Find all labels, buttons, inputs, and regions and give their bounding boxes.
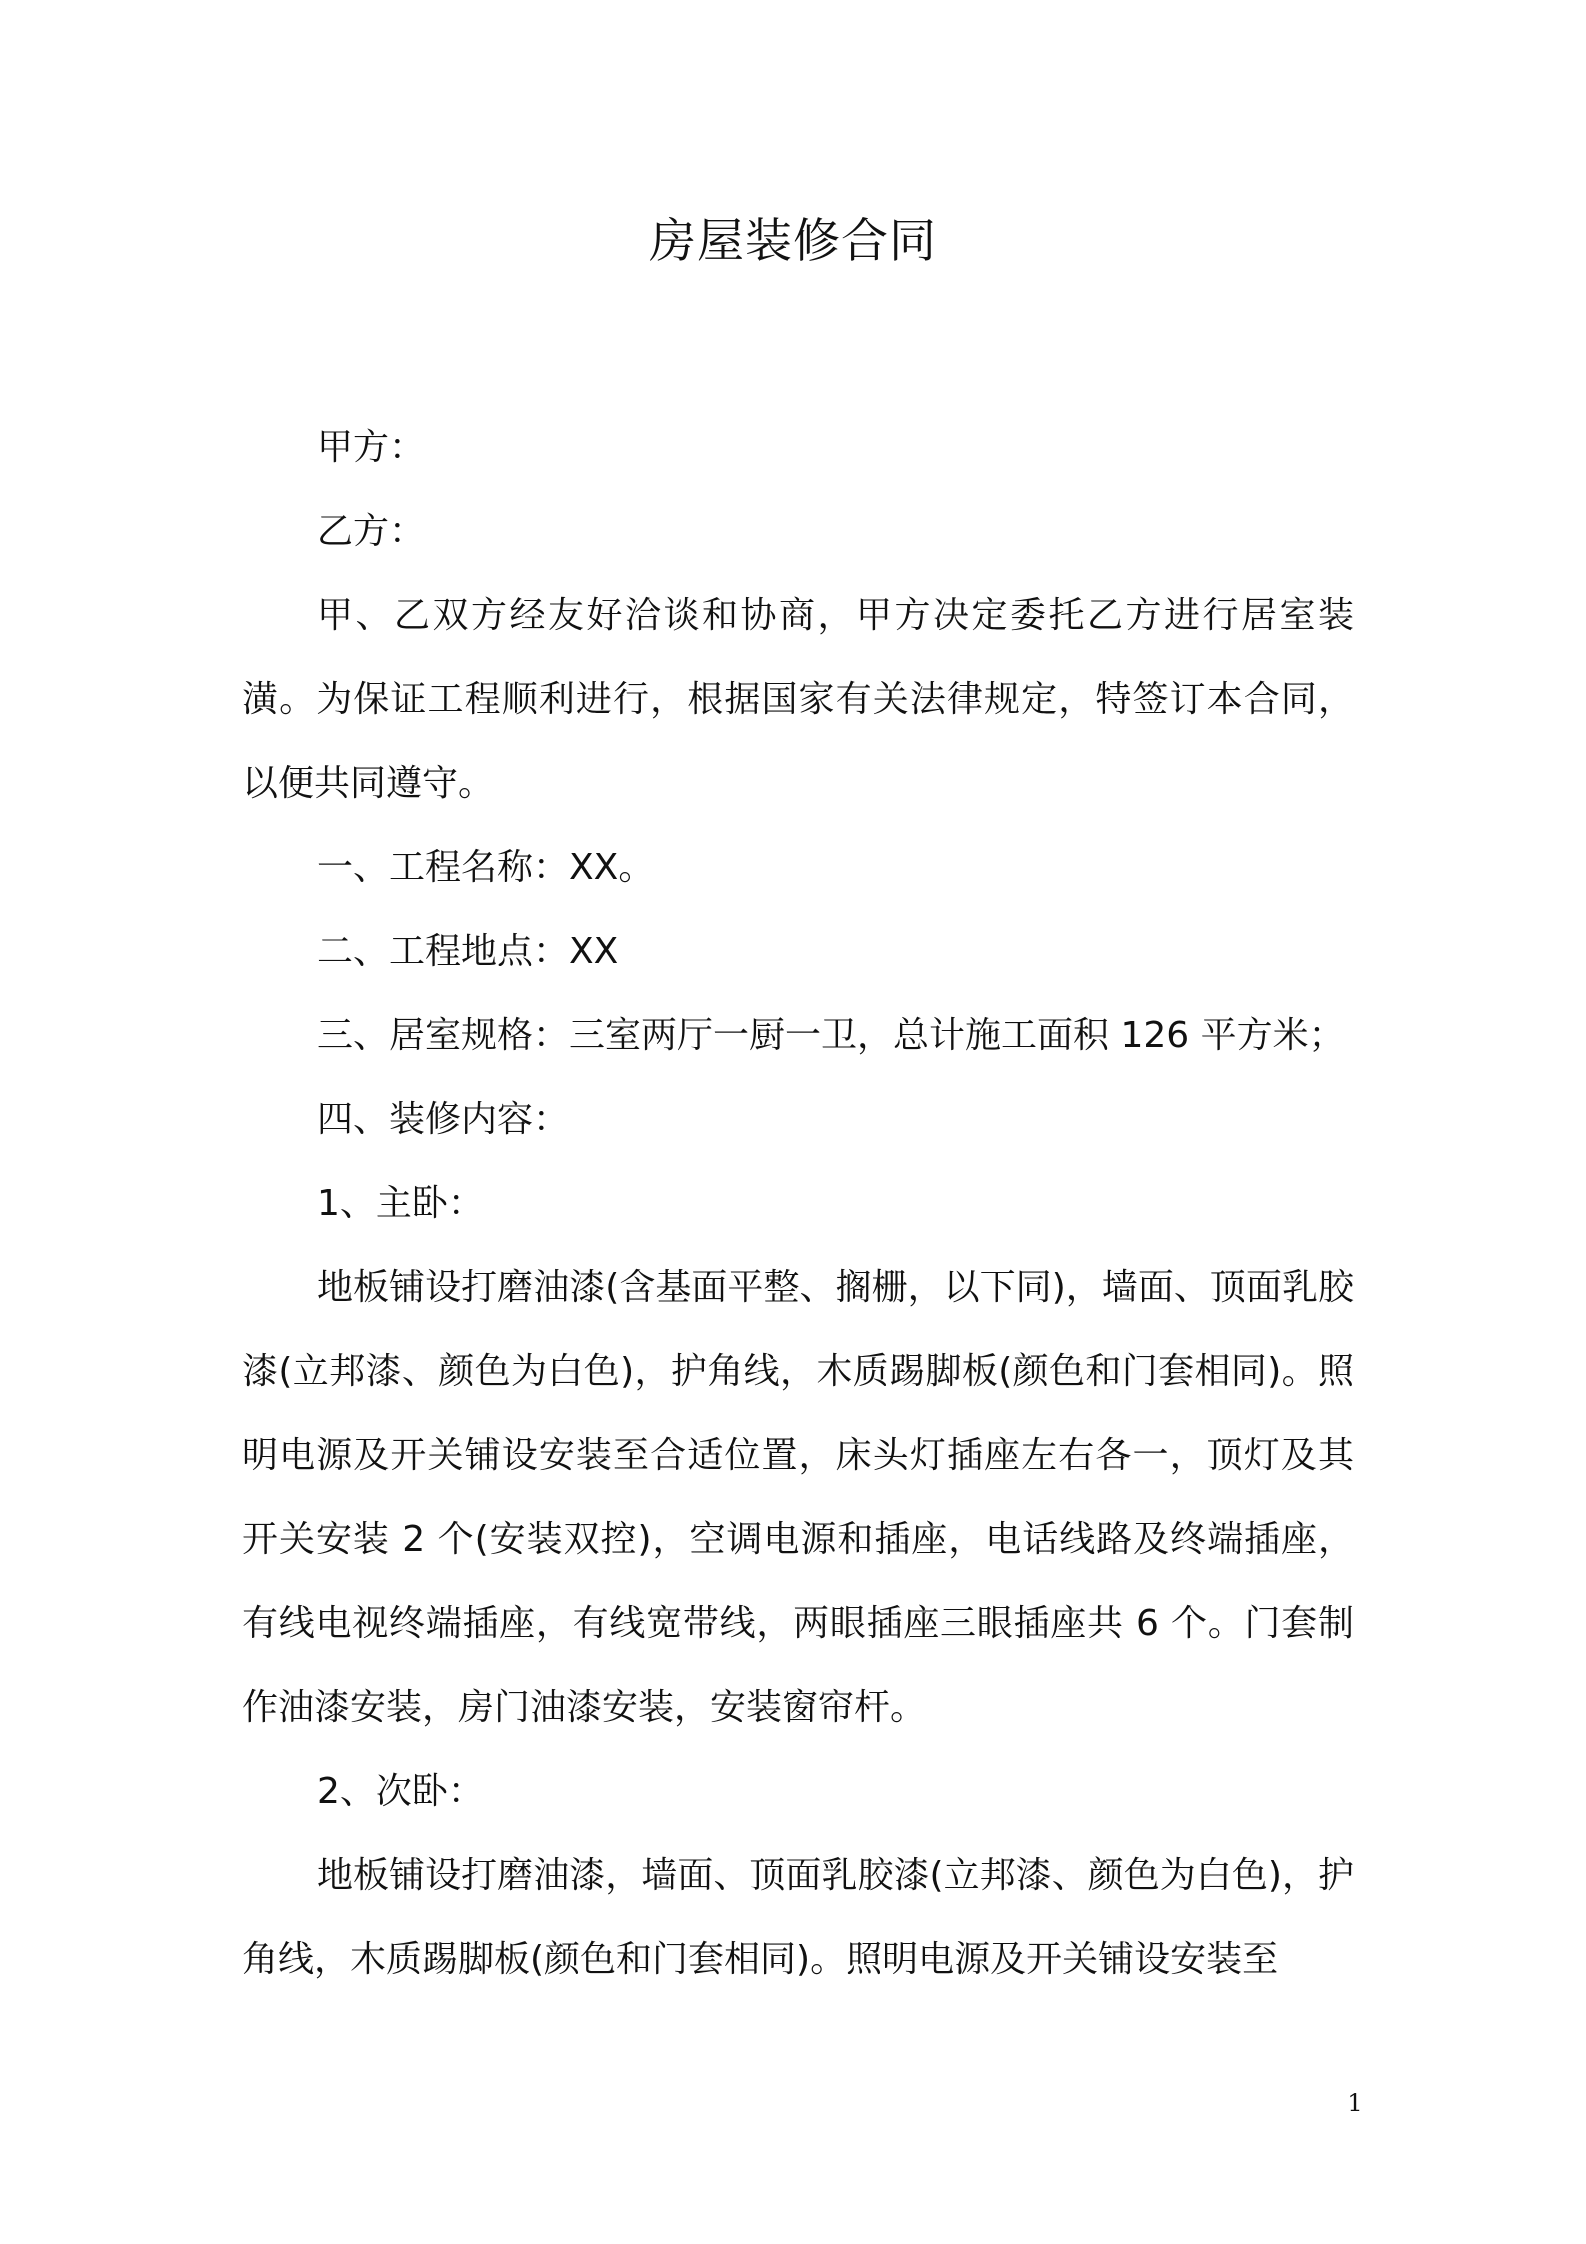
- party-a-line: 甲方：: [317, 427, 426, 468]
- second-bedroom-heading: 2、次卧：: [317, 1771, 484, 1812]
- party-b-line: 乙方：: [317, 511, 426, 552]
- document-body: [242, 406, 1354, 2002]
- page-number: 1: [1347, 2089, 1363, 2117]
- decoration-content-heading: 四、装修内容：: [317, 1099, 570, 1140]
- project-location-line: 二、工程地点：XX: [317, 931, 619, 972]
- document-title: 房屋装修合同: [649, 214, 937, 269]
- project-name-line: 一、工程名称：XX。: [317, 847, 655, 888]
- second-bedroom-paragraph: 地板铺设打磨油漆，墙面、顶面乳胶漆(立邦漆、颜色为白色)，护角线，木质踢脚板(颜色和门套相同)。照明电源及开关铺设安装至: [242, 1855, 1354, 1980]
- preamble-paragraph: 甲、乙双方经友好洽谈和协商，甲方决定委托乙方进行居室装潢。为保证工程顺利进行，根据国家有关法律规定，特签订本合同，以便共同遵守。: [242, 595, 1354, 804]
- master-bedroom-paragraph: 地板铺设打磨油漆(含基面平整、搁栅，以下同)，墙面、顶面乳胶漆(立邦漆、颜色为白色)，护角线，木质踢脚板(颜色和门套相同)。照明电源及开关铺设安装至合适位置，床头灯插座左右各一，顶灯及其开关安装 2 个(安装双控)，空调电源和插座，电话线路及终端插座，有线电视终端插座，有线宽带线，两眼插座三眼插座共 6 个。门套制作油漆安装，房门油漆安装，安装窗帘杆。: [242, 1267, 1354, 1728]
- master-bedroom-heading: 1、主卧：: [317, 1183, 484, 1224]
- room-spec-line: 三、居室规格：三室两厅一厨一卫，总计施工面积 126 平方米；: [317, 1015, 1345, 1056]
